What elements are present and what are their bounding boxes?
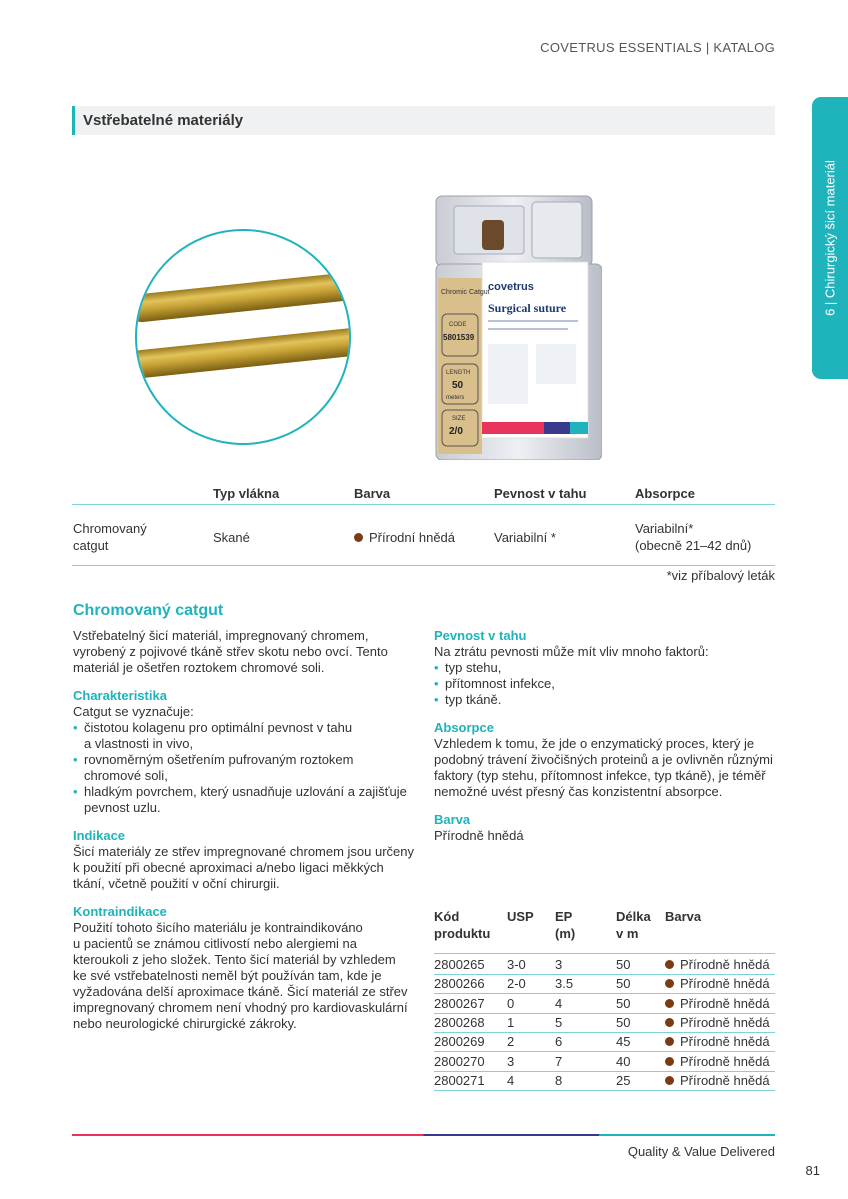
ptab-header — [665, 908, 701, 925]
brown-color-dot — [665, 999, 674, 1008]
ptab-divider — [434, 953, 775, 954]
spec-absorpce — [635, 520, 751, 554]
char-intro: Catgut se vyznačuje: — [73, 704, 194, 719]
text-line: • čistotou kolagenu pro optimální pevnost v tahu — [84, 720, 353, 735]
table-row — [434, 955, 775, 975]
text-line: nebo neurologické chirurgické zákroky. — [73, 1016, 297, 1031]
section-accent-bar — [72, 106, 75, 135]
cell-code: 2800271 — [434, 1072, 485, 1088]
cell-length: 50 — [616, 995, 631, 1011]
spec-divider — [72, 565, 775, 566]
cell-usp: 0 — [507, 995, 515, 1011]
cell-color-text: Přírodně hnědá — [680, 1014, 770, 1030]
spec-name-line: catgut — [73, 538, 109, 553]
cell-color-text: Přírodně hnědá — [680, 1072, 770, 1088]
text-line: Vzhledem k tomu, že jde o enzymatický proces, který je — [434, 736, 755, 751]
ptab-header-line: v m — [616, 926, 639, 941]
cell-code: 2800267 — [434, 995, 485, 1011]
cell-color — [665, 1015, 770, 1030]
cell-ep: 7 — [555, 1053, 563, 1069]
table-row — [434, 994, 775, 1014]
cell-usp: 2 — [507, 1034, 515, 1050]
footnote: *viz příbalový leták — [666, 568, 775, 583]
cell-length: 25 — [616, 1072, 631, 1088]
spec-header: Absorpce — [635, 486, 695, 501]
cell-color-text: Přírodně hnědá — [680, 1034, 770, 1050]
list-item — [73, 752, 418, 784]
suture-strand — [135, 327, 351, 380]
spec-header: Pevnost v tahu — [494, 486, 587, 501]
cell-usp: 1 — [507, 1014, 515, 1030]
table-row — [434, 1052, 775, 1072]
brown-color-dot — [665, 1018, 674, 1027]
text-line: impregnovaný chromem není vhodný pro kardiovaskulární — [73, 1000, 408, 1015]
text-line: a vlastnosti in vivo, — [84, 736, 194, 751]
text-line: k použití při obecné aproximaci a/nebo ligaci měkkých — [73, 860, 384, 875]
cell-length: 50 — [616, 1014, 631, 1030]
footer-tagline: Quality & Value Delivered — [627, 1144, 775, 1159]
table-row — [434, 1013, 775, 1033]
cell-color — [665, 957, 770, 972]
spec-pevnost: Variabilní * — [494, 530, 556, 545]
cell-ep: 6 — [555, 1034, 563, 1050]
cell-length: 50 — [616, 976, 631, 992]
product-title: Chromovaný catgut — [73, 602, 224, 619]
cell-color-text: Přírodně hnědá — [680, 976, 770, 992]
table-row — [434, 974, 775, 994]
spec-header: Typ vlákna — [213, 486, 280, 501]
cell-color — [665, 976, 770, 991]
cell-color — [665, 1054, 770, 1069]
ptab-header — [555, 908, 575, 942]
cell-usp: 3-0 — [507, 957, 526, 972]
contra-text — [73, 920, 418, 1032]
section-title: Vstřebatelné materiály — [83, 112, 244, 129]
package-side-label: Chromic Catgut — [441, 289, 490, 296]
catalog-header: COVETRUS ESSENTIALS | KATALOG — [540, 40, 775, 55]
left-column — [73, 628, 418, 1032]
table-row — [434, 1071, 775, 1091]
char-title: Charakteristika — [73, 688, 167, 703]
cell-color-text: Přírodně hnědá — [680, 1053, 770, 1069]
spec-barva — [354, 529, 455, 546]
cell-length: 45 — [616, 1034, 631, 1050]
suture-closeup-image — [135, 229, 351, 445]
cell-code: 2800268 — [434, 1014, 485, 1030]
ptab-header-line: (m) — [555, 926, 576, 941]
package-length: 50 — [452, 380, 464, 391]
spec-divider — [72, 504, 775, 505]
package-code: 5801539 — [443, 333, 475, 342]
list-item: • typ tkáně. — [434, 692, 779, 708]
cell-code: 2800266 — [434, 976, 485, 992]
ind-title: Indikace — [73, 828, 126, 843]
cell-color — [665, 996, 770, 1011]
text-line: vyrobený z pojivové tkáně střev skotu nebo ovcí. Tento — [73, 644, 388, 659]
text-line: Vstřebatelný šicí materiál, impregnovaný chromem, — [73, 628, 369, 643]
cell-ep: 4 — [555, 995, 563, 1011]
footer-line — [72, 1134, 775, 1136]
brown-color-dot — [665, 1076, 674, 1085]
cell-code: 2800265 — [434, 957, 485, 972]
cell-ep: 3.5 — [555, 976, 574, 992]
spec-name-line: Chromovaný — [73, 521, 147, 536]
abs-text — [434, 736, 779, 800]
spec-header: Barva — [354, 486, 391, 501]
strength-intro: Na ztrátu pevnosti může mít vliv mnoho faktorů: — [434, 644, 709, 659]
strength-title: Pevnost v tahu — [434, 628, 527, 643]
cell-ep: 3 — [555, 957, 563, 972]
page-number: 81 — [805, 1163, 820, 1178]
ptab-header-line: EP — [555, 909, 573, 924]
package-length-unit: meters — [446, 395, 465, 401]
cell-color-text: Přírodně hnědá — [680, 957, 770, 972]
ptab-header — [507, 908, 534, 925]
package-code-label: CODE — [449, 322, 467, 328]
cell-length: 40 — [616, 1053, 631, 1069]
cell-color — [665, 1073, 770, 1088]
ptab-header-line: Kód — [434, 909, 460, 924]
text-line: Šicí materiály ze střev impregnované chromem jsou určeny — [73, 844, 415, 859]
chapter-tab[interactable] — [812, 97, 848, 379]
text-line: faktory (typ stehu, přítomnost infekce, typ tkáně), je téměř — [434, 768, 766, 783]
chapter-tab-label: 6 | Chirurgický šicí materiál — [822, 160, 838, 316]
abs-title: Absorpce — [434, 720, 494, 735]
spec-typ: Skané — [213, 530, 250, 545]
brown-color-dot — [665, 1057, 674, 1066]
text-line: Použití tohoto šicího materiálu je kontraindikováno — [73, 920, 363, 935]
intro-text — [73, 628, 418, 676]
table-row — [434, 1032, 775, 1052]
text-line: pevnost uzlu. — [84, 800, 161, 815]
ind-text — [73, 844, 418, 892]
list-item: • typ stehu, — [434, 660, 779, 676]
brown-color-dot — [665, 960, 674, 969]
cell-code: 2800270 — [434, 1053, 485, 1069]
spec-absorpce-line: Variabilní* — [635, 521, 694, 536]
cell-ep: 5 — [555, 1014, 563, 1030]
package-length-label: LENGTH — [446, 370, 471, 376]
brown-color-dot — [354, 533, 363, 542]
suture-strand — [135, 271, 351, 324]
brown-color-dot — [665, 1037, 674, 1046]
ptab-header-line: Barva — [665, 909, 702, 924]
ptab-header — [616, 908, 651, 942]
package-product: Surgical suture — [488, 301, 567, 315]
package-brand: covetrus — [488, 281, 534, 293]
color-text: Přírodně hnědá — [434, 828, 524, 843]
text-line: • hladkým povrchem, který usnadňuje uzlování a zajišťuje — [84, 784, 407, 799]
text-line: tkání, včetně použití v oční chirurgii. — [73, 876, 280, 891]
text-line: materiál je ošetřen roztokem chromové soli. — [73, 660, 325, 675]
text-line: nemožné uvést přesný čas konzistentní absorpce. — [434, 784, 723, 799]
text-line: kteroukoli z jeho složek. Tento šicí materiál by vzhledem — [73, 952, 396, 967]
cell-color — [665, 1034, 770, 1049]
contra-title: Kontraindikace — [73, 904, 167, 919]
spec-row-name — [73, 520, 147, 554]
color-title: Barva — [434, 812, 471, 827]
cell-usp: 3 — [507, 1053, 515, 1069]
char-list — [73, 720, 418, 816]
brown-color-dot — [665, 979, 674, 988]
ptab-header-line: produktu — [434, 926, 491, 941]
cell-ep: 8 — [555, 1072, 563, 1088]
cell-usp: 2-0 — [507, 976, 526, 992]
cell-usp: 4 — [507, 1072, 515, 1088]
text-line: chromové soli, — [84, 768, 168, 783]
strength-list — [434, 660, 779, 708]
text-line: podobný trávení živočišných proteinů a je ovlivněn různými — [434, 752, 773, 767]
ptab-header — [434, 908, 490, 942]
suture-package-image — [432, 194, 602, 460]
cell-length: 50 — [616, 957, 631, 972]
list-item: • přítomnost infekce, — [434, 676, 779, 692]
package-size-label: SIZE — [452, 416, 466, 422]
spec-absorpce-line: (obecně 21–42 dnů) — [635, 538, 752, 553]
cell-color-text: Přírodně hnědá — [680, 995, 770, 1011]
text-line: • rovnoměrným ošetřením pufrovaným roztokem — [84, 752, 354, 767]
text-line: u pacientů se známou citlivostí nebo alergiemi na — [73, 936, 357, 951]
text-line: ke své vstřebatelnosti neměl být používán tam, kde je — [73, 968, 382, 983]
right-column — [434, 628, 779, 844]
package-size: 2/0 — [449, 426, 463, 437]
section-header — [72, 106, 775, 135]
spec-barva-text: Přírodní hnědá — [369, 530, 456, 545]
cell-code: 2800269 — [434, 1034, 485, 1050]
text-line: vyžadována delší aproximace tkáně. Šicí materiál ze střev — [73, 984, 408, 999]
ptab-header-line: Délka — [616, 909, 651, 924]
ptab-header-line: USP — [507, 909, 534, 924]
list-item — [73, 720, 418, 752]
list-item — [73, 784, 418, 816]
